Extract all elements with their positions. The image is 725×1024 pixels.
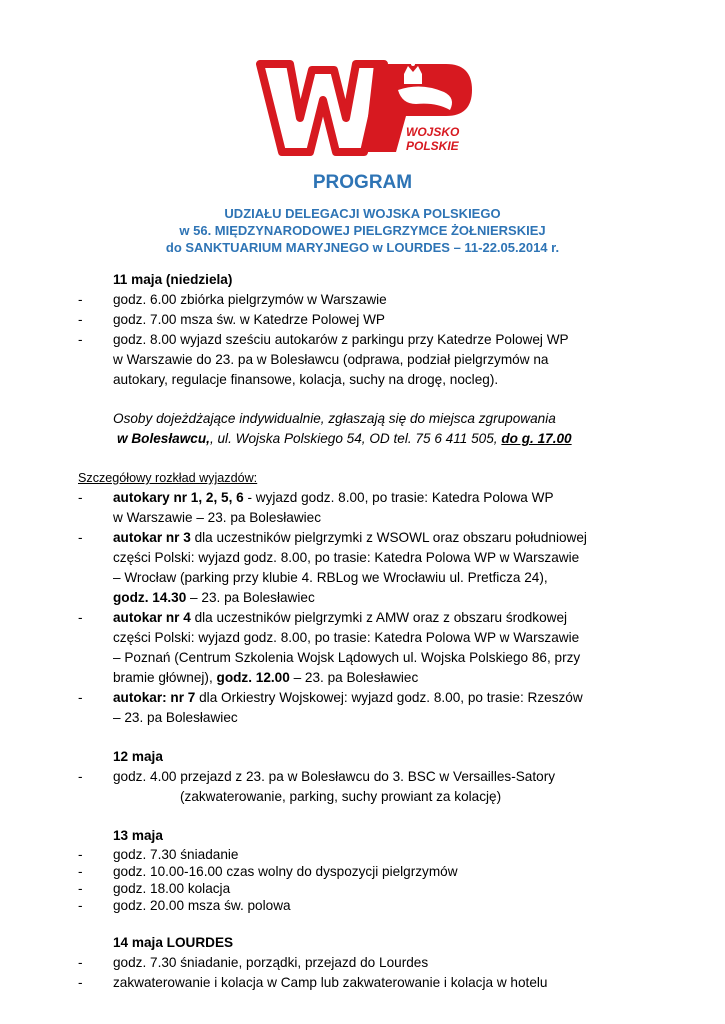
list-item: - godz. 7.30 śniadanie bbox=[78, 847, 239, 862]
list-item-cont: bramie głównej), godz. 12.00 – 23. pa Bolesławiec bbox=[113, 670, 419, 685]
subtitle-line-3: do SANKTUARIUM MARYJNEGO w LOURDES – 11-22.05.2014 r. bbox=[165, 240, 560, 255]
page-title: PROGRAM bbox=[312, 172, 413, 193]
list-item-cont: (zakwaterowanie, parking, suchy prowiant za kolację) bbox=[180, 789, 502, 804]
list-item-cont: godz. 14.30 – 23. pa Bolesławiec bbox=[113, 590, 315, 605]
logo-text-polskie: POLSKIE bbox=[406, 139, 459, 153]
list-item: - godz. 7.30 śniadanie, porządki, przejazd do Lourdes bbox=[78, 955, 429, 970]
day-heading-11: 11 maja (niedziela) bbox=[113, 272, 233, 287]
logo-letter-w bbox=[260, 64, 384, 152]
list-item: - godz. 4.00 przejazd z 23. pa w Bolesławcu do 3. BSC w Versailles-Satory bbox=[78, 769, 556, 784]
list-item: - autokar nr 3 dla uczestników pielgrzymki z WSOWL oraz obszaru południowej bbox=[78, 530, 587, 545]
day-heading-14: 14 maja LOURDES bbox=[113, 935, 234, 950]
list-item: - godz. 18.00 kolacja bbox=[78, 881, 231, 896]
list-item-cont: – 23. pa Bolesławiec bbox=[113, 710, 238, 725]
list-item-cont: części Polski: wyjazd godz. 8.00, po trasie: Katedra Polowa WP w Warszawie bbox=[113, 630, 580, 645]
list-item: - autokary nr 1, 2, 5, 6 - wyjazd godz. 8.00, po trasie: Katedra Polowa WP bbox=[78, 490, 554, 505]
logo-text-wojsko: WOJSKO bbox=[406, 125, 460, 139]
schedule-label: Szczegółowy rozkład wyjazdów: bbox=[78, 471, 258, 485]
list-item: - godz. 10.00-16.00 czas wolny do dyspozycji pielgrzymów bbox=[78, 864, 458, 879]
list-item: - zakwaterowanie i kolacja w Camp lub zakwaterowanie i kolacja w hotelu bbox=[78, 975, 548, 990]
list-item-cont: autokary, regulacje finansowe, kolacja, suchy na drogę, nocleg). bbox=[113, 372, 499, 387]
note-individual: Osoby dojeżdżające indywidualnie, zgłaszają się do miejsca zgrupowania w Bolesławcu,, ul. Wojska Polskiego 54, OD tel. 75 6 411 505, do g. 17.00 bbox=[113, 411, 572, 446]
list-item: - godz. 8.00 wyjazd sześciu autokarów z parkingu przy Katedrze Polowej WP bbox=[78, 332, 569, 347]
program-content bbox=[0, 270, 725, 993]
list-item: - godz. 20.00 msza św. polowa bbox=[78, 898, 291, 913]
day-heading-13: 13 maja bbox=[113, 828, 163, 843]
subtitle-line-1: UDZIAŁU DELEGACJI WOJSKA POLSKIEGO bbox=[224, 206, 501, 221]
list-item: - godz. 7.00 msza św. w Katedrze Polowej WP bbox=[78, 312, 385, 327]
list-item-cont: – Poznań (Centrum Szkolenia Wojsk Lądowych ul. Wojska Polskiego 86, przy bbox=[113, 650, 581, 665]
subtitle-line-2: w 56. MIĘDZYNARODOWEJ PIELGRZYMCE ŻOŁNIERSKIEJ bbox=[179, 223, 546, 238]
list-item-cont: części Polski: wyjazd godz. 8.00, po trasie: Katedra Polowa WP w Warszawie bbox=[113, 550, 580, 565]
wojsko-polskie-logo bbox=[256, 56, 474, 160]
list-item: - autokar nr 4 dla uczestników pielgrzymki z AMW oraz z obszaru środkowej bbox=[78, 610, 568, 625]
list-item: - autokar: nr 7 dla Orkiestry Wojskowej: wyjazd godz. 8.00, po trasie: Rzeszów bbox=[78, 690, 583, 705]
day-heading-12: 12 maja bbox=[113, 749, 163, 764]
subtitle bbox=[0, 205, 725, 256]
list-item-cont: w Warszawie do 23. pa w Bolesławcu (odprawa, podział pielgrzymów na bbox=[113, 352, 549, 367]
list-item-cont: w Warszawie – 23. pa Bolesławiec bbox=[113, 510, 322, 525]
list-item: - godz. 6.00 zbiórka pielgrzymów w Warszawie bbox=[78, 292, 387, 307]
list-item-cont: – Wrocław (parking przy klubie 4. RBLog we Wrocławiu ul. Pretficza 24), bbox=[113, 570, 548, 585]
